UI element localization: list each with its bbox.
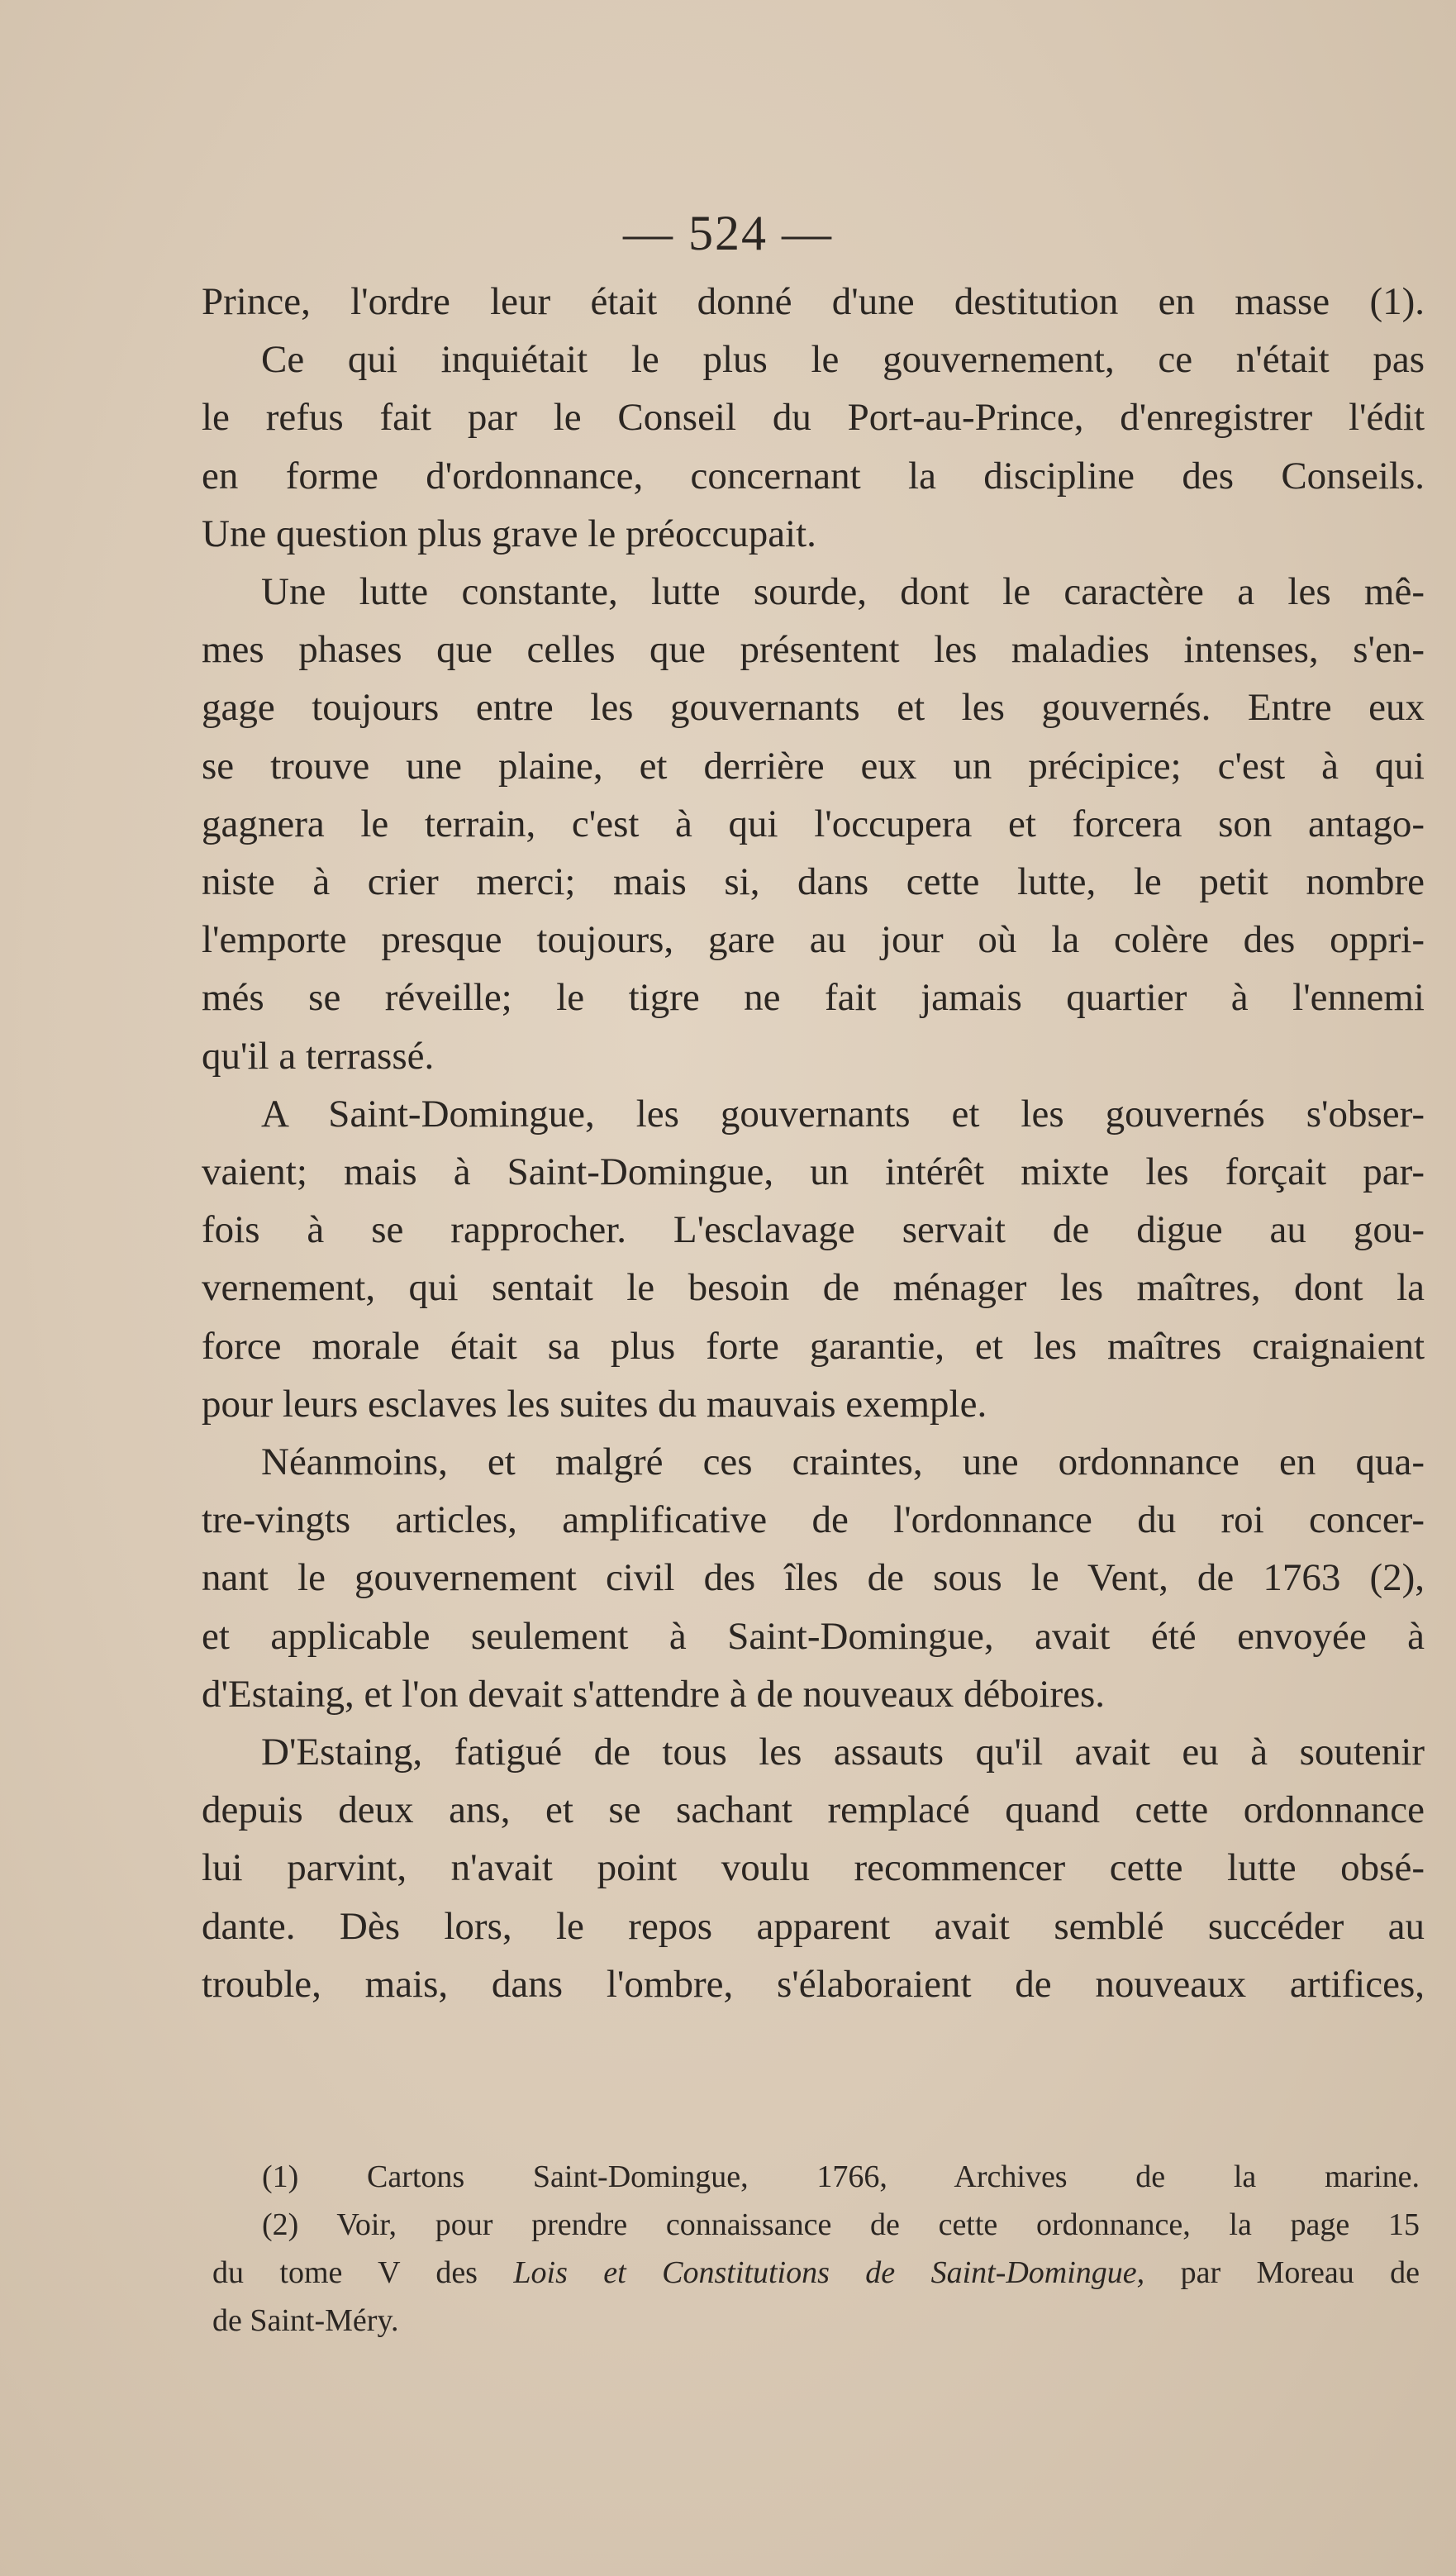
footnote-2-line-2	[212, 2249, 1420, 2297]
text-line: dante. Dès lors, le repos apparent avait semblé succéder au	[202, 1904, 1425, 1948]
body-text	[202, 273, 1425, 2013]
footnote-2-author: par Moreau de	[1144, 2255, 1420, 2290]
footnote-2-line-3: de Saint-Méry.	[212, 2303, 399, 2338]
footnote-1: (1) Cartons Saint-Domingue, 1766, Archives de la marine.	[262, 2159, 1420, 2194]
text-line: trouble, mais, dans l'ombre, s'élaboraient de nouveaux artifices,	[202, 1962, 1425, 2006]
text-line: niste à crier merci; mais si, dans cette lutte, le petit nombre	[202, 860, 1425, 904]
text-line: se trouve une plaine, et derrière eux un précipice; c'est à qui	[202, 744, 1425, 788]
text-line: Ce qui inquiétait le plus le gouvernement, ce n'était pas	[261, 338, 1425, 382]
text-line: d'Estaing, et l'on devait s'attendre à de nouveaux déboires.	[202, 1672, 1106, 1716]
text-line: Une lutte constante, lutte sourde, dont le caractère a les mê-	[261, 570, 1425, 614]
text-line: fois à se rapprocher. L'esclavage servait de digue au gou-	[202, 1208, 1425, 1252]
text-line: D'Estaing, fatigué de tous les assauts qu'il avait eu à soutenir	[261, 1731, 1425, 1774]
text-line: Une question plus grave le préoccupait.	[202, 512, 816, 555]
text-line: tre-vingts articles, amplificative de l'ordonnance du roi concer-	[202, 1498, 1425, 1542]
text-line: vernement, qui sentait le besoin de ménager les maîtres, dont la	[202, 1266, 1425, 1310]
footnotes	[212, 2153, 1420, 2345]
text-line: Néanmoins, et malgré ces craintes, une ordonnance en qua-	[261, 1440, 1425, 1484]
footnote-2-title: Lois et Constitutions de Saint-Domingue,	[513, 2255, 1145, 2290]
text-line: A Saint-Domingue, les gouvernants et les gouvernés s'obser-	[261, 1092, 1425, 1136]
text-line: Prince, l'ordre leur était donné d'une destitution en masse (1).	[202, 280, 1425, 323]
text-line: més se réveille; le tigre ne fait jamais quartier à l'ennemi	[202, 976, 1425, 1020]
text-line: en forme d'ordonnance, concernant la discipline des Conseils.	[202, 454, 1425, 498]
text-line: qu'il a terrassé.	[202, 1034, 435, 1078]
text-line: pour leurs esclaves les suites du mauvais exemple.	[202, 1382, 987, 1426]
text-line: l'emporte presque toujours, gare au jour où la colère des oppri-	[202, 918, 1425, 962]
text-line: gage toujours entre les gouvernants et les gouvernés. Entre eux	[202, 686, 1425, 730]
text-line: vaient; mais à Saint-Domingue, un intérêt mixte les forçait par-	[202, 1150, 1425, 1194]
text-line: et applicable seulement à Saint-Domingue, avait été envoyée à	[202, 1614, 1425, 1658]
text-line: le refus fait par le Conseil du Port-au-Prince, d'enregistrer l'édit	[202, 396, 1425, 440]
text-line: lui parvint, n'avait point voulu recommencer cette lutte obsé-	[202, 1846, 1425, 1890]
text-line: mes phases que celles que présentent les maladies intenses, s'en-	[202, 628, 1425, 672]
text-line: gagnera le terrain, c'est à qui l'occupera et forcera son antago-	[202, 802, 1425, 845]
footnote-2-line-1: (2) Voir, pour prendre connaissance de cette ordonnance, la page 15	[262, 2207, 1420, 2242]
text-line: depuis deux ans, et se sachant remplacé quand cette ordonnance	[202, 1788, 1425, 1832]
text-line: force morale était sa plus forte garantie, et les maîtres craignaient	[202, 1324, 1425, 1368]
text-line: nant le gouvernement civil des îles de sous le Vent, de 1763 (2),	[202, 1556, 1425, 1600]
footnote-2-text: du tome V des	[212, 2255, 514, 2290]
page-number: — 524 —	[623, 206, 833, 260]
